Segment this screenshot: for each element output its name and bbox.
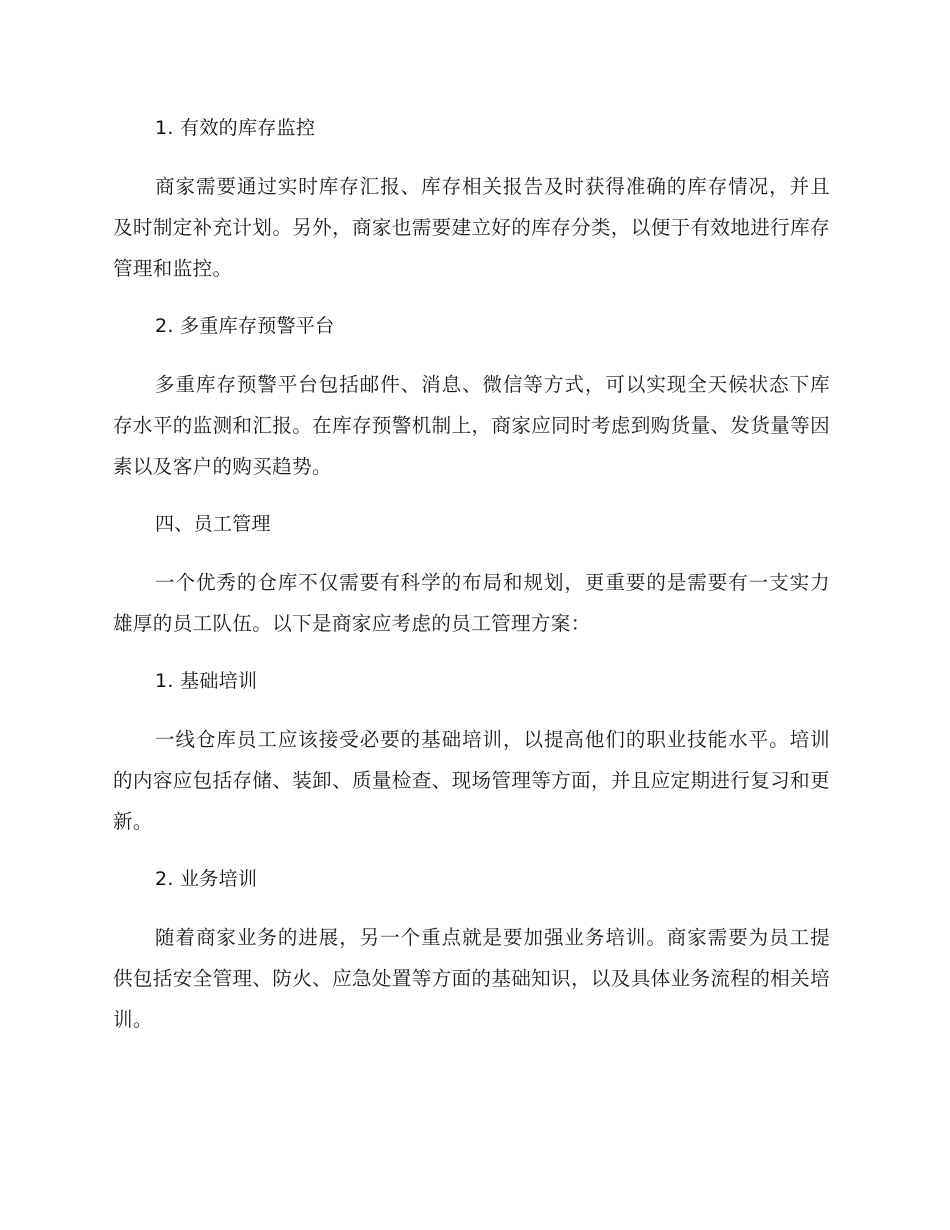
section-heading-staff-management: 四、员工管理 [155,513,271,535]
paragraph-warning-platform: 多重库存预警平台包括邮件、消息、微信等方式，可以实现全天候状态下库存水平的监测和汇报。在库存预警机制上，商家应同时考虑到购货量、发货量等因素以及客户的购买趋势。 [113,373,830,478]
section-heading-basic-training: 1. 基础培训 [155,670,258,692]
paragraph-inventory-monitoring: 商家需要通过实时库存汇报、库存相关报告及时获得准确的库存情况，并且及时制定补充计划。另外，商家也需要建立好的库存分类，以便于有效地进行库存管理和监控。 [113,175,830,280]
document-page [113,108,830,1057]
paragraph-basic-training: 一线仓库员工应该接受必要的基础培训，以提高他们的职业技能水平。培训的内容应包括存储、装卸、质量检查、现场管理等方面，并且应定期进行复习和更新。 [113,728,830,833]
section-heading-warning-platform: 2. 多重库存预警平台 [155,315,335,337]
paragraph-staff-management: 一个优秀的仓库不仅需要有科学的布局和规划，更重要的是需要有一支实力雄厚的员工队伍。以下是商家应考虑的员工管理方案： [113,571,830,635]
section-heading-business-training: 2. 业务培训 [155,868,258,890]
section-heading-inventory-monitoring: 1. 有效的库存监控 [155,117,316,139]
paragraph-business-training: 随着商家业务的进展，另一个重点就是要加强业务培训。商家需要为员工提供包括安全管理、防火、应急处置等方面的基础知识，以及具体业务流程的相关培训。 [113,926,830,1031]
